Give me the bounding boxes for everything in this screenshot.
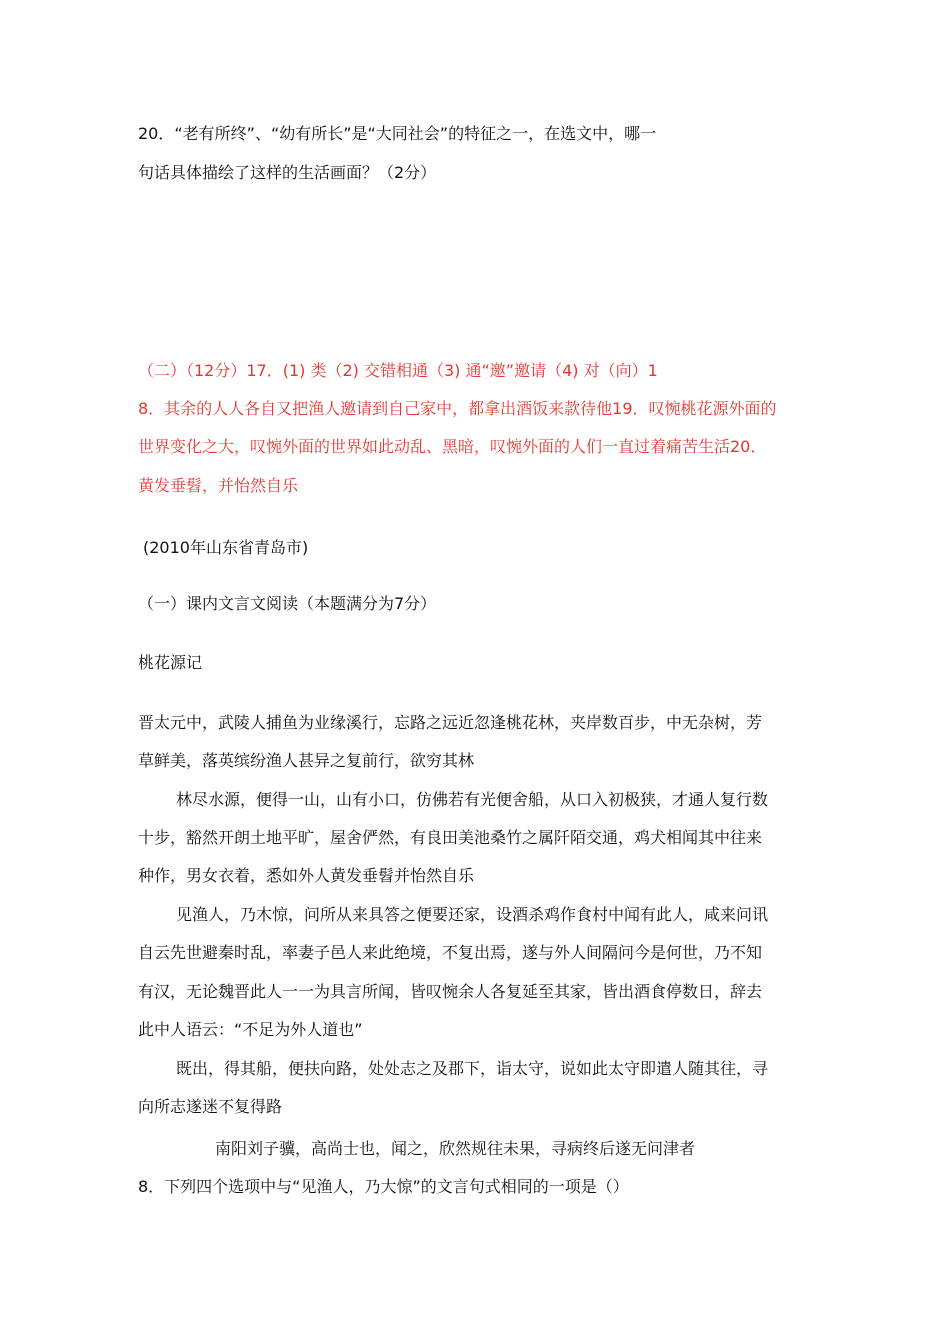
source-label: (2010年山东省青岛市) bbox=[143, 538, 309, 557]
passage-p3-line-2: 自云先世避秦时乱，率妻子邑人来此绝境，不复出焉，遂与外人间隔问今是何世，乃不知 bbox=[138, 943, 763, 962]
passage-p3-line-1: 见渔人，乃木惊，问所从来具答之便要还家，设酒杀鸡作食村中闻有此人，咸来问讯 bbox=[176, 905, 769, 924]
passage-title: 桃花源记 bbox=[138, 653, 203, 672]
passage-p2-line-3: 种作，男女衣着，悉如外人黄发垂髫并怡然自乐 bbox=[138, 866, 475, 885]
passage-p1-line-2: 草鲜美，落英缤纷渔人甚异之复前行，欲穷其林 bbox=[138, 751, 475, 770]
passage-p2-line-2: 十步，豁然开朗土地平旷，屋舍俨然，有良田美池桑竹之属阡陌交通，鸡犬相闻其中往来 bbox=[138, 828, 763, 847]
passage-p1-line-1: 晋太元中，武陵人捕鱼为业缘溪行，忘路之远近忽逢桃花林，夹岸数百步，中无杂树，芳 bbox=[138, 713, 763, 732]
answer-line-3: 世界变化之大，叹惋外面的世界如此动乱、黑暗，叹惋外面的人们一直过着痛苦生活20． bbox=[138, 437, 767, 456]
question-8: 8．下列四个选项中与“见渔人，乃大惊”的文言句式相同的一项是（） bbox=[138, 1177, 629, 1196]
answer-line-1: （二）（12分）17．(1) 类（2) 交错相通（3) 通“邀”邀请（4) 对（向）1 bbox=[138, 361, 658, 380]
answer-line-4: 黄发垂髫，并怡然自乐 bbox=[138, 476, 299, 495]
passage-p3-line-4: 此中人语云：“不足为外人道也” bbox=[138, 1020, 363, 1039]
answer-line-2: 8．其余的人人各自又把渔人邀请到自己家中，都拿出酒饭来款待他19．叹惋桃花源外面的 bbox=[138, 399, 777, 418]
question-20-line-2: 句话具体描绘了这样的生活画面？（2分） bbox=[138, 163, 437, 182]
passage-p4-line-2: 向所志遂迷不复得路 bbox=[138, 1097, 283, 1116]
section-heading: （一）课内文言文阅读（本题满分为7分） bbox=[138, 594, 437, 613]
passage-p5-line-1: 南阳刘子骥，高尚士也，闻之，欣然规往未果，寻病终后遂无问津者 bbox=[215, 1139, 696, 1158]
question-20-line-1: 20．“老有所终”、“幼有所长”是“大同社会”的特征之一，在选文中，哪一 bbox=[138, 124, 657, 143]
passage-p2-line-1: 林尽水源，便得一山，山有小口，仿佛若有光便舍船，从口入初极狭，才通人复行数 bbox=[176, 790, 769, 809]
passage-p3-line-3: 有汉，无论魏晋此人一一为具言所闻，皆叹惋余人各复延至其家，皆出酒食停数日，辞去 bbox=[138, 982, 763, 1001]
passage-p4-line-1: 既出，得其船，便扶向路，处处志之及郡下，诣太守，说如此太守即遣人随其往，寻 bbox=[176, 1059, 769, 1078]
